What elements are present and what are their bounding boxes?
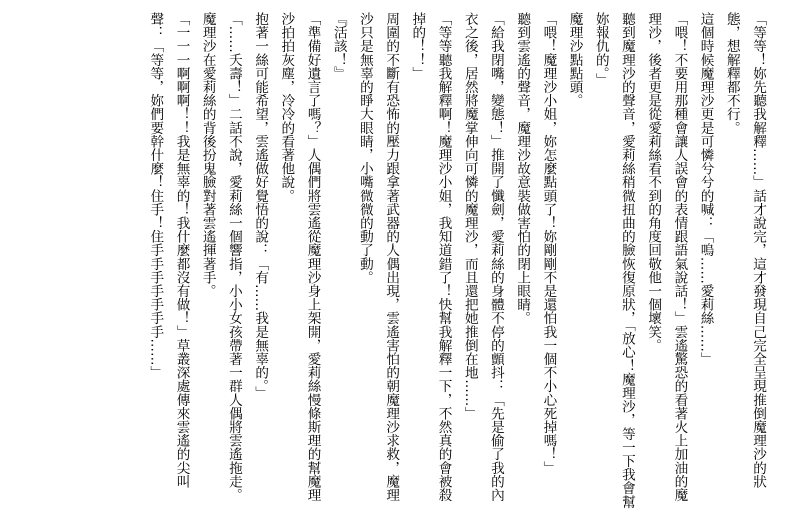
paragraph-6: 「喂！魔理沙小姐，妳怎麼點頭了！妳剛剛不是還怕我一個不小心死掉嗎！」 [540,12,557,475]
paragraph-4: 聽到魔理沙的聲音，愛莉絲稍微扭曲的臉恢復原狀，「放心！魔理沙，等一下我會幫妳報仇的。」 [592,12,635,509]
paragraph-16: 「一一一啊啊啊！！我是無辜的！我什麼都沒有做！」草叢深處傳來雲遙的尖叫聲：「等等，妳們要幹什麼！住手！住手手手手手手手……」 [147,12,190,488]
paragraph-10: 周圍的不斷有恐怖的壓力跟拿著武器的人偶出現，雲遙害怕的朝魔理沙求救，魔理沙只是無辜的睜大眼睛，小嘴微微的動了動。 [356,12,400,502]
paragraph-13: 抱著一絲可能希望，雲遙做好覺悟的說：「有……我是無辜的。」 [252,12,269,400]
paragraph-12: 「準備好遺言了嗎？」人偶們將雲遙從魔理沙身上架開，愛莉絲慢條斯理的幫魔理沙拍拍灰塵，冷冷的看著他說。 [278,12,321,502]
paragraph-9: 「等等聽我解釋啊！魔理沙小姐，我知道錯了！快幫我解釋一下，不然真的會被殺掉的！！」 [409,12,452,502]
paragraph-14: 「……夭壽！」二話不說，愛莉絲一個響指，小小女孩帶著一群人偶將雲遙拖走。 [225,12,242,502]
paragraph-1: 「等等！妳先聽我解釋……」話才說完，這才發現自己完全呈現推倒魔理沙的狀態，想解釋都不行。 [723,12,766,488]
paragraph-2: 這個時候魔理沙更是可憐兮兮的喊：「嗚……愛莉絲……」 [697,12,714,366]
paragraph-3: 「喂！不要用那種會讓人誤會的表情跟語氣說話！」雲遙驚恐的看著火上加油的魔理沙，後者更是從愛莉絲看不到的角度回敬他一個壞笑。 [645,12,688,502]
paragraph-7: 聽到雲遙的聲音，魔理沙故意裝做害怕的閉上眼睛。 [514,12,531,325]
paragraph-8: 「給我閉嘴，變態！」推開了懺劍，愛莉絲的身體不停的顫抖：「先是偷了我的內衣之後，居然將魔掌伸向可憐的魔理沙，而且還把她推倒在地……」 [461,12,504,502]
paragraph-15: 魔理沙在愛莉絲的背後扮鬼臉對著雲遙揮著手。 [199,12,216,298]
vertical-text-column-block [142,12,771,512]
paragraph-11: 『活該！』 [330,12,347,80]
paragraph-5: 魔理沙點點頭。 [566,12,583,108]
